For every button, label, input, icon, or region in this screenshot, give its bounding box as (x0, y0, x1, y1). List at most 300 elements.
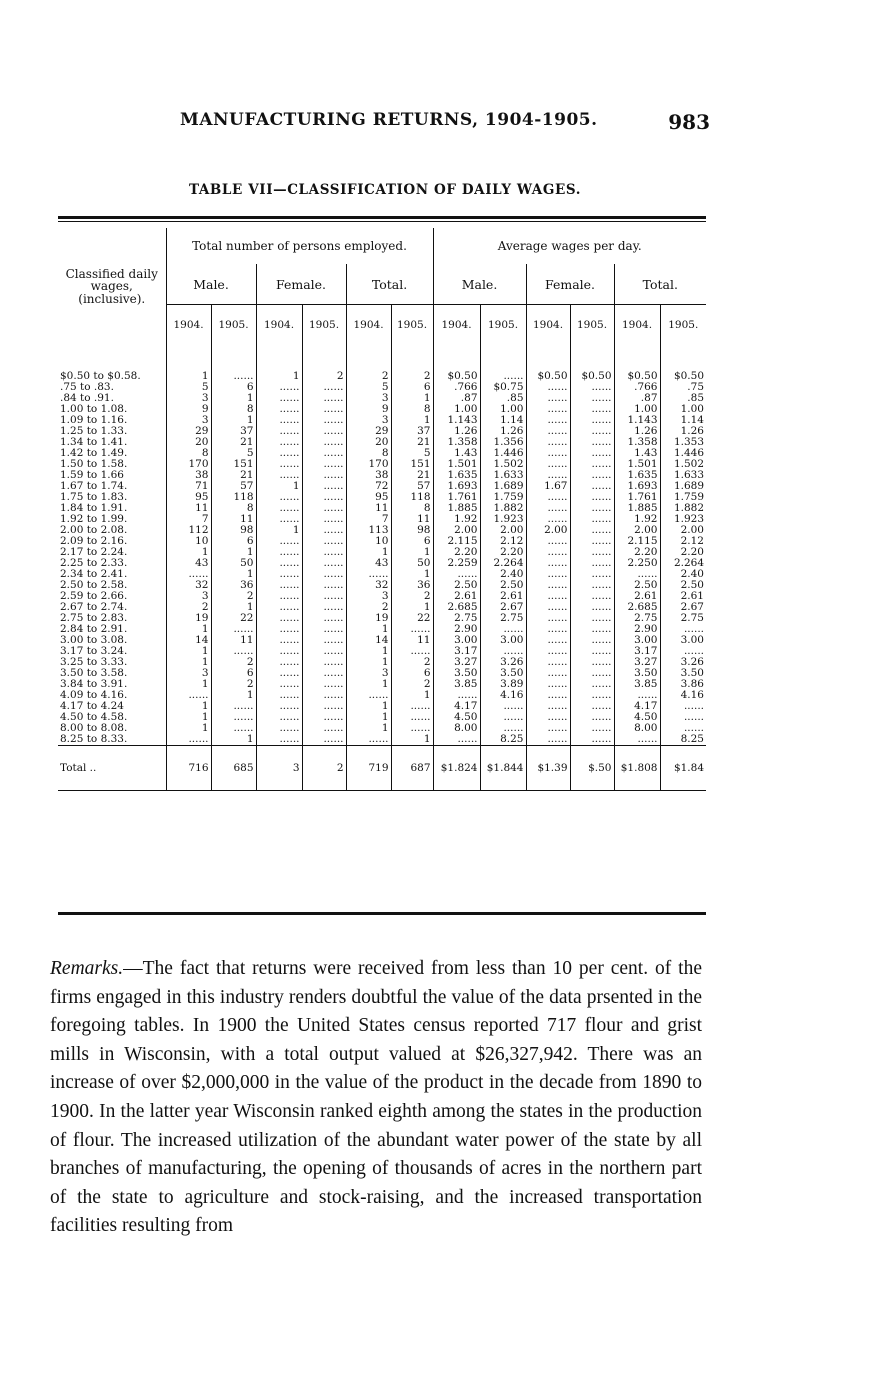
table-cell: 1.923 (660, 514, 706, 525)
table-cell: ...... (256, 701, 302, 712)
table-cell: 3.85 (433, 679, 480, 690)
table-cell: $0.75 (480, 382, 526, 393)
table-cell: ...... (302, 646, 346, 657)
table-cell: ...... (256, 459, 302, 470)
table-cell: ...... (570, 448, 614, 459)
table-cell: ...... (570, 536, 614, 547)
table-cell: ...... (302, 723, 346, 734)
table-cell: 3.27 (433, 657, 480, 668)
table-cell: ...... (570, 690, 614, 701)
table-cell: ...... (660, 646, 706, 657)
table-cell: ...... (570, 470, 614, 481)
table-cell: 1.633 (660, 470, 706, 481)
wage-class-cell: 1.34 to 1.41. (60, 436, 128, 448)
table-cell: 4.50 (433, 712, 480, 723)
table-cell: ...... (302, 426, 346, 437)
table-cell: 1 (346, 701, 391, 712)
table-cell: 2 (211, 679, 256, 690)
table-cell: 4.16 (480, 690, 526, 701)
table-cell: 3.50 (660, 668, 706, 679)
table-cell: .87 (433, 393, 480, 404)
table-cell: 7 (166, 514, 211, 525)
table-cell: 9 (166, 404, 211, 415)
table-cell: ...... (302, 657, 346, 668)
table-cell: 2.61 (433, 591, 480, 602)
table-cell: ...... (526, 613, 570, 624)
wage-class-cell: 2.09 to 2.16. (60, 535, 128, 547)
table-cell: ...... (302, 558, 346, 569)
table-cell: 1 (211, 690, 256, 701)
wage-class-cell: 1.59 to 1.66 (60, 469, 124, 481)
table-cell: 2 (302, 371, 346, 382)
year-header: 1905. (660, 305, 706, 346)
table-cell: $1.844 (480, 746, 526, 791)
wage-class-cell: 3.84 to 3.91. (60, 678, 128, 690)
wage-class-cell: 4.17 to 4.24 (60, 700, 124, 712)
table-cell: 2.50 (433, 580, 480, 591)
table-cell: 1.358 (614, 437, 660, 448)
table-cell: 38 (346, 470, 391, 481)
table-cell: ...... (211, 371, 256, 382)
table-cell: ...... (526, 668, 570, 679)
table-cell: ...... (256, 448, 302, 459)
table-cell: 38 (166, 470, 211, 481)
table-cell: ...... (480, 371, 526, 382)
table-cell: 1.356 (480, 437, 526, 448)
table-cell: ...... (660, 624, 706, 635)
table-cell: 6 (391, 382, 433, 393)
wages-table (58, 228, 706, 791)
table-cell: 1.00 (433, 404, 480, 415)
table-cell: ...... (526, 734, 570, 746)
wage-class-cell: 4.50 to 4.58. (60, 711, 128, 723)
table-cell: ...... (570, 701, 614, 712)
table-cell: 2 (302, 746, 346, 791)
table-cell: 21 (391, 470, 433, 481)
table-cell: 1.501 (614, 459, 660, 470)
table-cell: 1 (211, 415, 256, 426)
total-row (58, 746, 706, 791)
table-cell: 29 (346, 426, 391, 437)
table-cell: 21 (211, 470, 256, 481)
spacer-cell (302, 345, 346, 371)
table-cell: ...... (526, 723, 570, 734)
table-cell: 2.40 (660, 569, 706, 580)
table-cell: 1 (256, 371, 302, 382)
table-cell: ...... (256, 624, 302, 635)
table-cell: 2 (346, 602, 391, 613)
table-cell: 1 (166, 679, 211, 690)
table-cell: ...... (570, 547, 614, 558)
table-cell: ...... (302, 701, 346, 712)
table-cell: ...... (480, 701, 526, 712)
table-cell: 11 (391, 514, 433, 525)
table-cell: $0.50 (570, 371, 614, 382)
table-cell: ...... (391, 701, 433, 712)
table-cell: 3.50 (614, 668, 660, 679)
table-cell: 1 (391, 690, 433, 701)
table-cell: 3 (166, 668, 211, 679)
table-cell: 7 (346, 514, 391, 525)
table-cell: 1.26 (660, 426, 706, 437)
table-cell: ...... (302, 668, 346, 679)
table-cell: 2.50 (480, 580, 526, 591)
year-header: 1904. (614, 305, 660, 346)
spacer-cell (166, 345, 211, 371)
subgroup-header: Total. (346, 264, 433, 305)
table-cell: ...... (570, 503, 614, 514)
table-cell: 19 (166, 613, 211, 624)
table-cell: 1 (256, 481, 302, 492)
table-cell: ...... (302, 712, 346, 723)
table-cell: 10 (166, 536, 211, 547)
table-cell: 2.50 (660, 580, 706, 591)
table-cell: ...... (256, 723, 302, 734)
table-cell: $0.50 (433, 371, 480, 382)
table-cell: ...... (570, 558, 614, 569)
table-cell: ...... (526, 426, 570, 437)
table-cell: ...... (480, 624, 526, 635)
table-cell: 50 (391, 558, 433, 569)
subgroup-header: Female. (256, 264, 346, 305)
table-cell: 50 (211, 558, 256, 569)
table-cell: 2.20 (660, 547, 706, 558)
table-cell: ...... (526, 580, 570, 591)
table-cell: ...... (302, 602, 346, 613)
table-cell: 6 (211, 536, 256, 547)
table-cell: ...... (526, 492, 570, 503)
table-cell: 11 (211, 514, 256, 525)
table-cell: 3.89 (480, 679, 526, 690)
table-cell: ...... (302, 437, 346, 448)
table-cell: ...... (256, 514, 302, 525)
table-cell: 1 (166, 712, 211, 723)
table-body (58, 345, 706, 791)
wage-class-cell: 2.84 to 2.91. (60, 623, 128, 635)
table-cell: ...... (302, 382, 346, 393)
average-wages-header: Average wages per day. (433, 228, 706, 264)
table-cell: ...... (256, 426, 302, 437)
table-cell: 3.00 (433, 635, 480, 646)
table-cell: 5 (211, 448, 256, 459)
table-cell: 2.115 (614, 536, 660, 547)
table-cell: ...... (570, 646, 614, 657)
table-cell: ...... (256, 503, 302, 514)
table-cell: 9 (346, 404, 391, 415)
table-cell: 1.143 (433, 415, 480, 426)
table-row (58, 734, 706, 746)
wage-class-cell: 2.75 to 2.83. (60, 612, 128, 624)
wage-class-cell: 2.50 to 2.58. (60, 579, 128, 591)
table-cell: ...... (211, 624, 256, 635)
table-cell: $0.50 (660, 371, 706, 382)
spacer-cell (256, 345, 302, 371)
table-cell: 5 (391, 448, 433, 459)
table-cell: ...... (256, 569, 302, 580)
table-cell: 2.75 (660, 613, 706, 624)
table-cell: 1.635 (614, 470, 660, 481)
header-group-row (58, 228, 706, 264)
table-cell: 2.264 (660, 558, 706, 569)
table-cell: 1.14 (480, 415, 526, 426)
table-cell: ...... (302, 679, 346, 690)
table-cell: 3 (346, 393, 391, 404)
table-cell: ...... (526, 459, 570, 470)
table-cell: .87 (614, 393, 660, 404)
table-cell: 2.40 (480, 569, 526, 580)
wage-class-cell: .84 to .91. (60, 392, 114, 404)
table-cell: 1.446 (660, 448, 706, 459)
table-cell: 3 (166, 591, 211, 602)
table-cell: ...... (302, 613, 346, 624)
table-cell: 1.759 (480, 492, 526, 503)
table-cell: ...... (166, 690, 211, 701)
table-cell: ...... (433, 690, 480, 701)
table-cell: 1.761 (433, 492, 480, 503)
table-cell: $1.808 (614, 746, 660, 791)
table-cell: 1 (211, 602, 256, 613)
year-header: 1905. (302, 305, 346, 346)
remarks-lead: Remarks. (50, 958, 124, 979)
table-cell: 6 (211, 668, 256, 679)
table-cell: ...... (256, 635, 302, 646)
table-cell: $0.50 (526, 371, 570, 382)
table-cell: 4.17 (433, 701, 480, 712)
spacer-cell (433, 345, 480, 371)
table-cell: ...... (570, 712, 614, 723)
table-cell: 6 (211, 382, 256, 393)
table-cell: ...... (526, 404, 570, 415)
table-cell: 8.25 (480, 734, 526, 746)
table-cell: ...... (480, 723, 526, 734)
table-cell: ...... (391, 723, 433, 734)
table-cell: 95 (346, 492, 391, 503)
table-cell: 1.633 (480, 470, 526, 481)
table-cell: 716 (166, 746, 211, 791)
table-cell: ...... (211, 712, 256, 723)
table-cell: 1 (346, 547, 391, 558)
table-cell: 8.00 (614, 723, 660, 734)
table-cell: ...... (526, 679, 570, 690)
table-cell: 151 (211, 459, 256, 470)
table-cell: 2 (391, 657, 433, 668)
table-cell: ...... (302, 514, 346, 525)
table-cell: .766 (433, 382, 480, 393)
table-cell: 1.92 (433, 514, 480, 525)
wage-class-cell: 8.00 to 8.08. (60, 722, 128, 734)
table-cell: 3.86 (660, 679, 706, 690)
table-cell: ...... (526, 569, 570, 580)
table-cell: ...... (391, 646, 433, 657)
table-cell: ...... (166, 734, 211, 746)
table-cell: 1.67 (526, 481, 570, 492)
table-cell: 1.353 (660, 437, 706, 448)
table-cell: ...... (256, 580, 302, 591)
table-cell: ...... (256, 536, 302, 547)
table-cell: ...... (302, 393, 346, 404)
table-cell: 1.43 (614, 448, 660, 459)
table-cell: ...... (570, 569, 614, 580)
table-cell: 22 (391, 613, 433, 624)
table-cell: 1 (211, 734, 256, 746)
table-cell: 11 (391, 635, 433, 646)
table-cell: 3.50 (433, 668, 480, 679)
table-cell: 1.923 (480, 514, 526, 525)
table-cell: ...... (570, 602, 614, 613)
year-header: 1904. (433, 305, 480, 346)
table-cell: 2.12 (480, 536, 526, 547)
table-cell: 43 (166, 558, 211, 569)
table-cell: ...... (570, 492, 614, 503)
table-cell: 2.67 (480, 602, 526, 613)
table-cell: ...... (302, 547, 346, 558)
table-cell: ...... (302, 448, 346, 459)
table-cell: 5 (346, 382, 391, 393)
table-cell: 2 (391, 591, 433, 602)
table-cell: ...... (256, 613, 302, 624)
table-cell: 170 (166, 459, 211, 470)
table-cell: 1 (346, 624, 391, 635)
table-cell: 1 (346, 723, 391, 734)
table-cell: 2.00 (480, 525, 526, 536)
table-cell: 1.00 (480, 404, 526, 415)
table-cell: ...... (256, 382, 302, 393)
table-cell: 1.635 (433, 470, 480, 481)
table-cell: 2.61 (480, 591, 526, 602)
table-cell: ...... (302, 492, 346, 503)
table-cell: 36 (391, 580, 433, 591)
table-cell: 1.501 (433, 459, 480, 470)
table-cell: ...... (256, 393, 302, 404)
wage-class-cell: 2.17 to 2.24. (60, 546, 128, 558)
table-cell: ...... (256, 602, 302, 613)
page-header (60, 110, 710, 140)
table-cell: $1.39 (526, 746, 570, 791)
table-cell: 3.26 (480, 657, 526, 668)
table-cell: 4.16 (660, 690, 706, 701)
table-cell: 2.264 (480, 558, 526, 569)
table-cell: 1.759 (660, 492, 706, 503)
table-cell: .85 (480, 393, 526, 404)
wage-class-cell: 3.17 to 3.24. (60, 645, 128, 657)
table-cell: 2 (166, 602, 211, 613)
table-cell: 1 (166, 371, 211, 382)
table-cell: 1.502 (480, 459, 526, 470)
table-cell: ...... (433, 734, 480, 746)
wage-class-cell: 3.00 to 3.08. (60, 634, 128, 646)
table-cell: ...... (211, 646, 256, 657)
wage-class-cell: 2.00 to 2.08. (60, 524, 128, 536)
table-cell: 2 (391, 371, 433, 382)
table-cell: 2.685 (433, 602, 480, 613)
wage-class-cell: 2.25 to 2.33. (60, 557, 128, 569)
table-cell: ...... (570, 679, 614, 690)
table-cell: 8 (211, 404, 256, 415)
table-cell: 1.26 (614, 426, 660, 437)
table-cell: ...... (526, 591, 570, 602)
table-cell: ...... (614, 734, 660, 746)
table-cell: ...... (256, 668, 302, 679)
wage-class-cell: 4.09 to 4.16. (60, 689, 128, 701)
table-cell: 2 (391, 679, 433, 690)
table-cell: 8 (346, 448, 391, 459)
table-cell: 37 (391, 426, 433, 437)
table-cell: ...... (302, 591, 346, 602)
table-cell: ...... (256, 470, 302, 481)
wage-class-cell: 3.25 to 3.33. (60, 656, 128, 668)
table-cell: ...... (614, 690, 660, 701)
table-cell: ...... (526, 382, 570, 393)
table-cell: ...... (570, 657, 614, 668)
spacer-cell (570, 345, 614, 371)
table-cell: 95 (166, 492, 211, 503)
table-cell: 14 (346, 635, 391, 646)
table-cell: ...... (526, 503, 570, 514)
table-cell: 1.43 (433, 448, 480, 459)
table-cell: 685 (211, 746, 256, 791)
wage-class-cell: 2.59 to 2.66. (60, 590, 128, 602)
remarks-paragraph (50, 955, 702, 1241)
table-cell: 1.00 (660, 404, 706, 415)
table-cell: 1.446 (480, 448, 526, 459)
table-cell: 11 (346, 503, 391, 514)
table-cell: 32 (346, 580, 391, 591)
table-cell: $0.50 (614, 371, 660, 382)
table-cell: 2 (211, 657, 256, 668)
subgroup-header: Total. (614, 264, 706, 305)
spacer-cell (526, 345, 570, 371)
table-cell: 1 (211, 547, 256, 558)
subgroup-header: Male. (433, 264, 526, 305)
table-cell: 2.50 (614, 580, 660, 591)
table-cell: ...... (302, 459, 346, 470)
table-cell: 2.12 (660, 536, 706, 547)
classified-wages-label: Classified daily wages, (inclusive). (65, 266, 158, 306)
table-cell: ...... (526, 602, 570, 613)
table-cell: ...... (256, 591, 302, 602)
table-cell: ...... (526, 448, 570, 459)
table-cell: 3 (346, 415, 391, 426)
table-cell: ...... (526, 437, 570, 448)
table-cell: 1.92 (614, 514, 660, 525)
table-bottom-rule (58, 912, 706, 915)
wage-class-cell: 1.75 to 1.83. (60, 491, 128, 503)
table-cell: 1.761 (614, 492, 660, 503)
year-header: 1905. (391, 305, 433, 346)
table-cell: ...... (570, 635, 614, 646)
wage-class-cell: 2.67 to 2.74. (60, 601, 128, 613)
table-cell: 1.885 (433, 503, 480, 514)
year-header: 1905. (480, 305, 526, 346)
table-cell: ...... (211, 723, 256, 734)
table-cell: 3.00 (480, 635, 526, 646)
remarks-body: —The fact that returns were received from less than 10 per cent. of the firms engaged in this industry renders doubtful the value of the data prsented in the foregoing tables. In 1900 the United States census reported 717 flour and grist mills in Wisconsin, with a total output valued at $26,327,942. There was an increase of over $2,000,000 in the value of the product in the decade from 1890 to 1900. In the latter year Wisconsin ranked eighth among the states in the production of flour. The increased utilization of the abundant water power of the state by all branches of manufacturing, the opening of thousands of acres in the northern part of the state to agriculture and stock-raising, and the increased transportation facilities resulting from (50, 958, 702, 1237)
table-cell: 71 (166, 481, 211, 492)
classified-wages-header (58, 228, 166, 345)
table-cell: 1 (346, 679, 391, 690)
table-cell: 1.693 (614, 481, 660, 492)
table-cell: ...... (433, 569, 480, 580)
table-cell: 1 (346, 712, 391, 723)
table-cell: ...... (480, 712, 526, 723)
table-cell: ...... (526, 646, 570, 657)
table-cell: 1 (391, 602, 433, 613)
persons-employed-header: Total number of persons employed. (166, 228, 433, 264)
table-cell: 1.882 (480, 503, 526, 514)
spacer-cell (480, 345, 526, 371)
table-cell: 3.50 (480, 668, 526, 679)
table-top-rule-thin (58, 221, 706, 222)
